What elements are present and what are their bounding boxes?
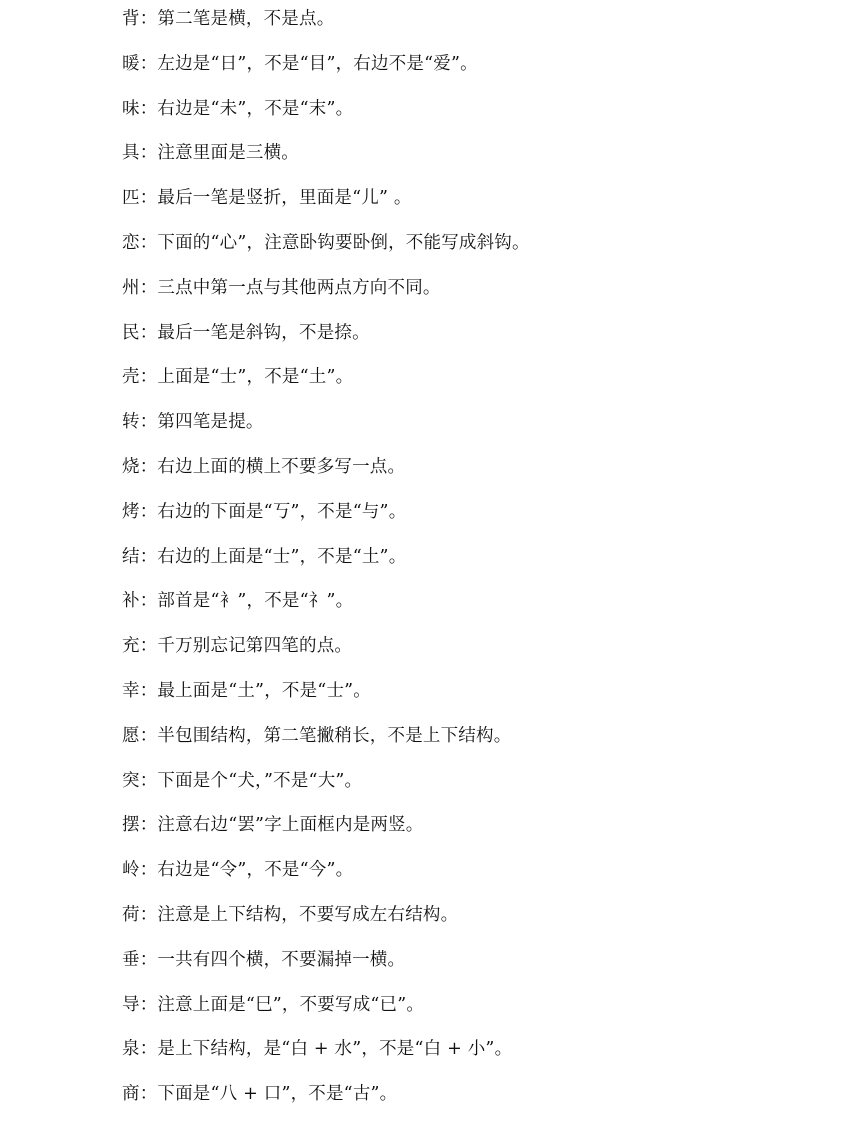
note-text: 下面的“心”，注意卧钩要卧倒，不能写成斜钩。 <box>157 232 530 253</box>
note-line <box>122 721 822 766</box>
note-text: 第二笔是横，不是点。 <box>157 9 335 29</box>
note-char: 州 <box>122 277 140 298</box>
note-separator: ： <box>139 143 158 164</box>
note-char: 结 <box>122 546 140 567</box>
note-line <box>122 542 822 587</box>
note-separator: ： <box>139 725 158 746</box>
note-char: 商 <box>122 1084 140 1105</box>
note-line <box>122 273 822 318</box>
note-line <box>122 855 822 900</box>
note-separator: ： <box>139 322 158 343</box>
note-line <box>122 452 822 497</box>
note-line <box>122 1079 822 1124</box>
note-text: 右边的上面是“士”，不是“土”。 <box>157 546 407 567</box>
note-char: 恋 <box>122 232 140 253</box>
note-char: 荷 <box>122 904 140 925</box>
note-line <box>122 49 822 94</box>
note-text: 最后一笔是斜钩，不是捺。 <box>157 322 370 343</box>
note-separator: ： <box>139 815 158 836</box>
note-separator: ： <box>139 501 158 522</box>
note-text: 注意是上下结构，不要写成左右结构。 <box>157 904 459 925</box>
note-separator: ： <box>139 367 158 388</box>
note-line <box>122 362 822 407</box>
note-text: 最上面是“土”，不是“士”。 <box>157 680 371 701</box>
note-text: 部首是“衤”，不是“礻”。 <box>157 591 354 612</box>
note-char: 民 <box>122 322 140 343</box>
document-body <box>122 4 822 1124</box>
note-separator: ： <box>139 904 158 925</box>
note-separator: ： <box>139 770 158 791</box>
note-char: 转 <box>122 412 140 433</box>
note-char: 垂 <box>122 949 140 970</box>
note-line <box>122 183 822 228</box>
note-text: 最后一笔是竖折，里面是“儿” 。 <box>157 188 412 209</box>
note-separator: ： <box>139 1084 158 1105</box>
note-line <box>122 318 822 363</box>
note-separator: ： <box>139 994 158 1015</box>
note-char: 烤 <box>122 501 140 522</box>
note-text: 右边上面的横上不要多写一点。 <box>157 456 406 477</box>
note-text: 下面是“八 + 口”，不是“古”。 <box>157 1084 398 1105</box>
note-separator: ： <box>139 860 158 881</box>
note-separator: ： <box>139 232 158 253</box>
note-separator: ： <box>139 412 158 433</box>
note-line <box>122 497 822 542</box>
note-line <box>122 631 822 676</box>
note-char: 匹 <box>122 188 140 209</box>
note-line <box>122 4 822 49</box>
note-separator: ： <box>139 546 158 567</box>
note-text: 注意里面是三横。 <box>157 143 300 164</box>
note-char: 泉 <box>122 1039 140 1060</box>
note-separator: ： <box>139 53 158 74</box>
note-separator: ： <box>139 1039 158 1060</box>
note-line <box>122 676 822 721</box>
note-char: 岭 <box>122 860 140 881</box>
note-char: 烧 <box>122 456 140 477</box>
note-line <box>122 407 822 452</box>
note-text: 三点中第一点与其他两点方向不同。 <box>157 277 441 298</box>
note-line <box>122 1034 822 1079</box>
note-char: 补 <box>122 591 140 612</box>
note-text: 左边是“日”，不是“目”，右边不是“爱”。 <box>157 53 478 74</box>
note-text: 千万别忘记第四笔的点。 <box>157 636 353 657</box>
note-line <box>122 945 822 990</box>
note-char: 充 <box>122 636 140 657</box>
note-line <box>122 810 822 855</box>
note-char: 摆 <box>122 815 140 836</box>
note-text: 第四笔是提。 <box>157 412 264 433</box>
note-separator: ： <box>139 188 158 209</box>
note-char: 味 <box>122 98 140 119</box>
note-line <box>122 586 822 631</box>
note-separator: ： <box>139 9 158 29</box>
note-text: 右边是“令”，不是“今”。 <box>157 860 354 881</box>
note-separator: ： <box>139 949 158 970</box>
note-text: 一共有四个横，不要漏掉一横。 <box>157 949 406 970</box>
note-text: 注意上面是“巳”，不要写成“已”。 <box>157 994 425 1015</box>
note-text: 下面是个“犬，”不是“大”。 <box>157 770 363 791</box>
note-text: 是上下结构，是“白 + 水”，不是“白 + 小”。 <box>157 1039 513 1060</box>
note-separator: ： <box>139 98 158 119</box>
note-separator: ： <box>139 277 158 298</box>
note-text: 上面是“士”，不是“土”。 <box>157 367 354 388</box>
note-char: 突 <box>122 770 140 791</box>
note-text: 右边是“未”，不是“末”。 <box>157 98 354 119</box>
note-text: 注意右边“罢”字上面框内是两竖。 <box>157 815 424 836</box>
note-line <box>122 766 822 811</box>
note-char: 幸 <box>122 680 140 701</box>
note-text: 半包围结构，第二笔撇稍长，不是上下结构。 <box>157 725 512 746</box>
note-char: 愿 <box>122 725 140 746</box>
note-line <box>122 900 822 945</box>
note-separator: ： <box>139 591 158 612</box>
note-line <box>122 138 822 183</box>
note-line <box>122 94 822 139</box>
note-separator: ： <box>139 636 158 657</box>
note-line <box>122 990 822 1035</box>
note-separator: ： <box>139 456 158 477</box>
note-char: 背 <box>122 9 140 29</box>
note-line <box>122 228 822 273</box>
note-text: 右边的下面是“丂”，不是“与”。 <box>157 501 407 522</box>
note-separator: ： <box>139 680 158 701</box>
note-char: 具 <box>122 143 140 164</box>
note-char: 导 <box>122 994 140 1015</box>
note-char: 壳 <box>122 367 140 388</box>
note-char: 暖 <box>122 53 140 74</box>
